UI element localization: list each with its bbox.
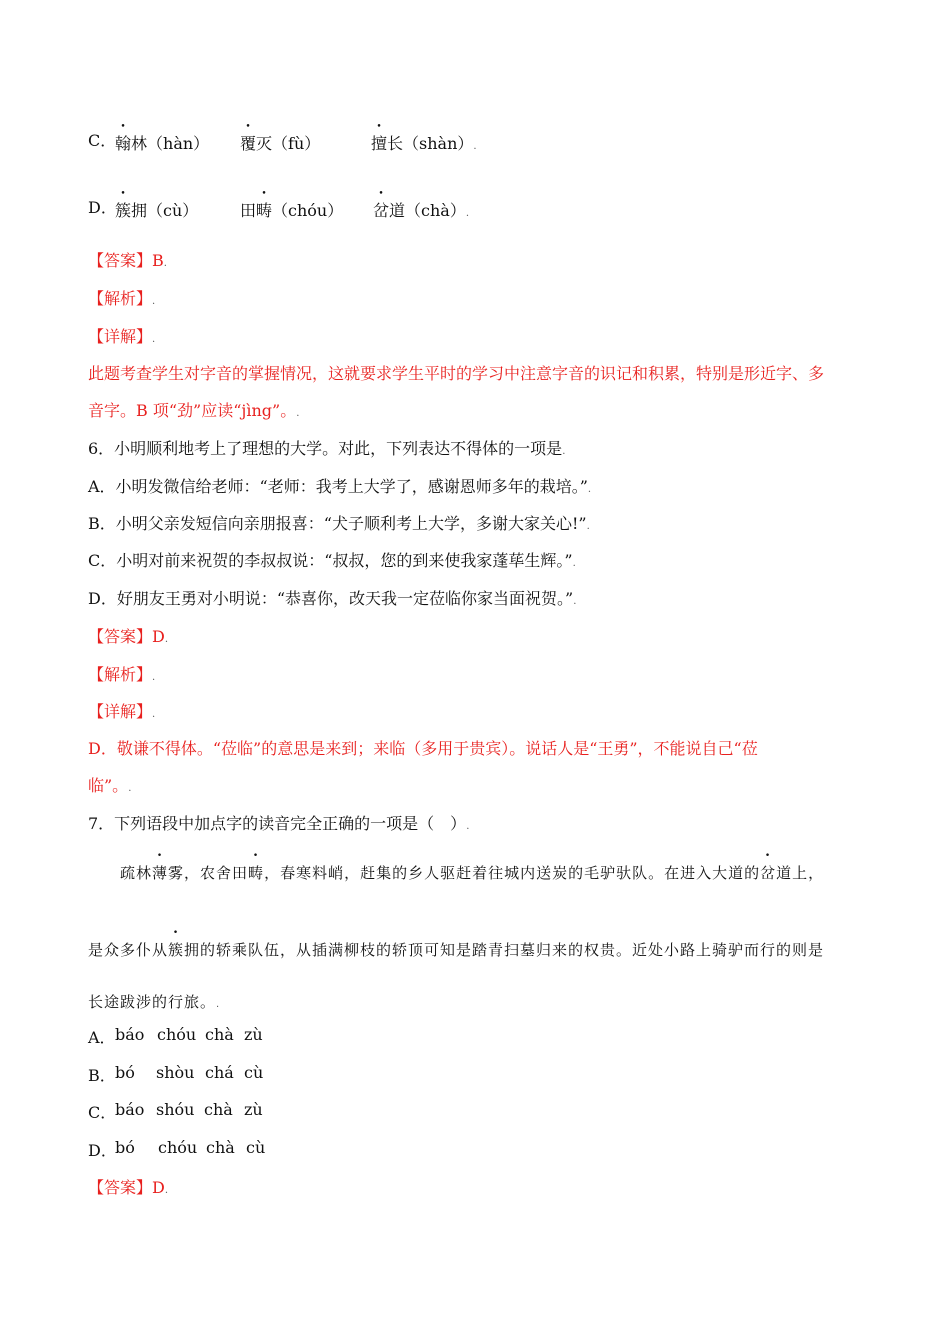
dotted-char: 翰 [115,134,132,153]
word-1 [115,200,198,222]
pinyin: chóu [157,1025,197,1044]
question-6-option-b: B．小明父亲发短信向亲朋报喜：“犬子顺利考上大学，多谢大家关心!”. [88,514,590,533]
word-2 [240,133,320,155]
detail-label: 【详解】. [88,327,156,346]
word-2 [240,200,343,222]
answer-label: 【答案】D. [88,627,169,646]
pinyin: chá [205,1063,234,1082]
explanation-line-2: 临”。. [88,776,132,795]
para-mark: . [473,141,477,152]
word-rest: 长（shàn） [387,134,474,153]
dotted-char: 岔 [760,864,777,882]
word-pre: 田 [240,201,257,220]
question-6-stem: 6．小明顺利地考上了理想的大学。对此，下列表达不得体的一项是. [88,439,566,458]
dotted-char: 岔 [373,201,390,220]
passage-line-3: 长途跋涉的行旅。. [88,993,221,1011]
answer-label: 【答案】D. [88,1178,169,1197]
pinyin: bó [115,1063,135,1082]
explanation-line-1: D．敬谦不得体。“莅临”的意思是来到；来临（多用于贵宾）。说话人是“王勇”，不能说自己“莅 [88,739,758,758]
word-rest: （chóu） [272,201,344,220]
pinyin: báo [115,1025,145,1044]
option-letter: D． [88,198,117,217]
option-row-c [88,130,116,152]
word-rest: 拥（cù） [131,201,199,220]
passage-line-2: 是众多仆从簇拥的轿乘队伍，从插满柳枝的轿顶可知是踏青扫墓归来的权贵。近处小路上骑驴而行的则是 [88,941,825,959]
answer-label: 【答案】B. [88,251,167,270]
dotted-char: 畴 [248,864,265,882]
explanation-line-1: 此题考查学生对字音的掌握情况，这就要求学生平时的学习中注意字音的识记和积累，特别是形近字、多 [88,364,825,383]
question-6-option-a: A．小明发微信给老师：“老师：我考上大学了，感谢恩师多年的栽培。”. [88,477,592,496]
dotted-char: 薄 [152,864,169,882]
pinyin: báo [115,1100,145,1119]
dotted-char: 簇 [115,201,132,220]
question-6-option-d: D．好朋友王勇对小明说：“恭喜你，改天我一定莅临你家当面祝贺。”. [88,589,577,608]
option-letter: C． [88,131,117,150]
analysis-label: 【解析】. [88,289,156,308]
dotted-char: 畴 [256,201,273,220]
passage-line-1: 疏林薄雾，农舍田畴，春寒料峭，赶集的乡人驱赶着往城内送炭的毛驴驮队。在进入大道的岔道上， [120,864,825,882]
option-row-d [88,197,117,219]
pinyin: zù [244,1100,263,1119]
word-rest: 灭（fù） [256,134,321,153]
option-letter: A． [88,1028,116,1047]
dotted-char: 擅 [371,134,388,153]
pinyin: chà [205,1025,234,1044]
pinyin: chà [206,1138,235,1157]
dotted-char: 簇 [168,941,185,959]
word-rest: 道（chà） [389,201,466,220]
question-7-stem: 7．下列语段中加点字的读音完全正确的一项是（ ）. [88,814,470,833]
option-letter: B． [88,1066,116,1085]
option-letter: D． [88,1141,117,1160]
pinyin: shóu [156,1100,195,1119]
word-rest: 林（hàn） [131,134,210,153]
pinyin: shòu [156,1063,195,1082]
word-1 [115,133,209,155]
pinyin: cù [244,1063,264,1082]
pinyin: chóu [158,1138,198,1157]
dotted-char: 覆 [240,134,257,153]
analysis-label: 【解析】. [88,665,156,684]
pinyin: cù [246,1138,266,1157]
pinyin: bó [115,1138,135,1157]
pinyin: zù [244,1025,263,1044]
para-mark: . [465,208,470,219]
detail-label: 【详解】. [88,702,156,721]
word-3 [371,133,477,158]
question-6-option-c: C．小明对前来祝贺的李叔叔说：“叔叔，您的到来使我家蓬荜生辉。”. [88,551,576,570]
pinyin: chà [204,1100,233,1119]
word-3 [373,200,469,225]
explanation-line-2: 音字。B 项“劲”应读“jìng”。. [88,401,300,420]
option-letter: C． [88,1103,117,1122]
